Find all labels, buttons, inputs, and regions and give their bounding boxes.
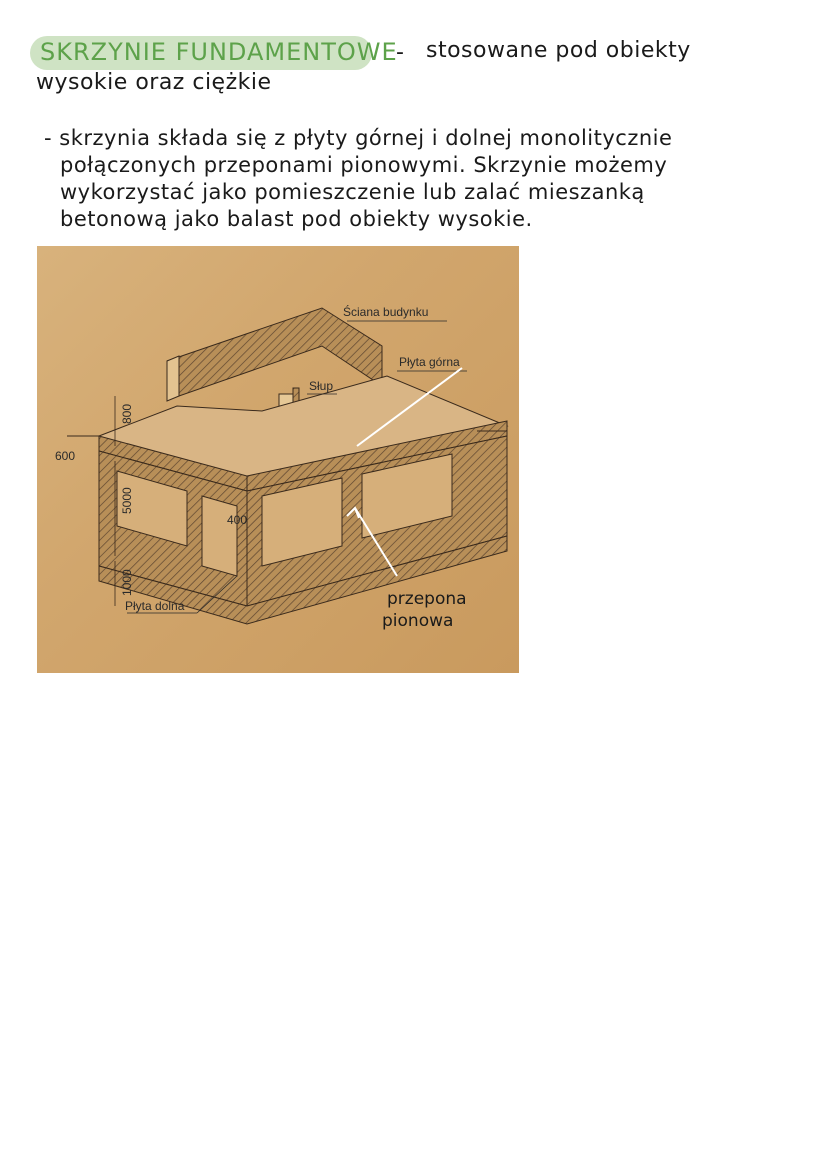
label-wall: Ściana budynku: [343, 305, 429, 319]
label-column: Słup: [309, 379, 334, 393]
foundation-box-drawing: [37, 246, 519, 673]
dim-800: 800: [120, 403, 134, 424]
body-line-1: - skrzynia składa się z płyty górnej i dolnej monolitycznie: [44, 126, 673, 150]
note-line-1: przepona: [387, 589, 467, 609]
dim-400: 400: [227, 513, 248, 527]
body-line-2: połączonych przeponami pionowymi. Skrzynie możemy: [60, 153, 668, 177]
dim-5000: 5000: [120, 487, 134, 514]
foundation-box-figure: [37, 246, 519, 673]
label-bottom-slab: Płyta dolna: [125, 599, 185, 613]
subtitle-line-1: stosowane pod obiekty: [426, 38, 691, 63]
note-line-2: pionowa: [382, 611, 454, 631]
title-dash: -: [396, 40, 405, 65]
dim-1000: 1000: [120, 569, 134, 596]
page-title: SKRZYNIE FUNDAMENTOWE: [40, 38, 398, 66]
label-top-slab: Płyta górna: [399, 355, 460, 369]
body-line-3: wykorzystać jako pomieszczenie lub zalać mieszanką: [60, 180, 645, 204]
subtitle-line-2: wysokie oraz ciężkie: [36, 70, 272, 95]
body-line-4: betonową jako balast pod obiekty wysokie.: [60, 207, 533, 231]
dim-600: 600: [55, 449, 76, 463]
